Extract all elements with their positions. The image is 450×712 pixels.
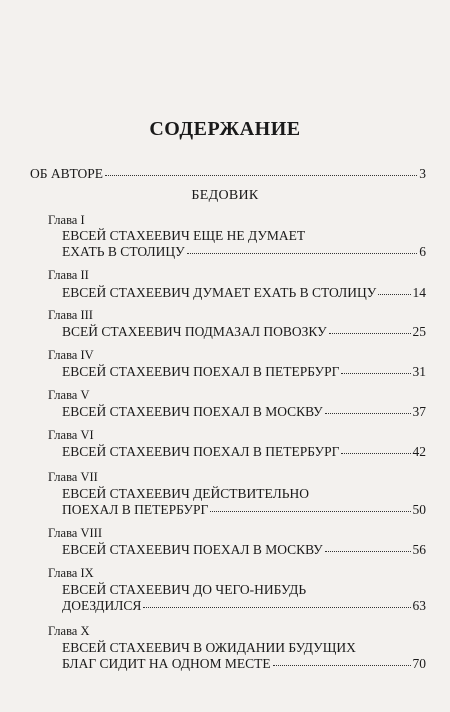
dot-leader (378, 294, 410, 295)
toc-page-number: 31 (412, 364, 426, 379)
chapter-number: Глава II (48, 268, 89, 282)
toc-entry[interactable] (62, 502, 426, 518)
toc-page-number: 70 (412, 656, 426, 671)
dot-leader (105, 175, 417, 176)
chapter-title-line[interactable]: ЕВСЕЙ СТАХЕЕВИЧ ДЕЙСТВИТЕЛЬНО (62, 486, 310, 501)
toc-page-number: 50 (412, 502, 426, 517)
dot-leader (341, 453, 410, 454)
dot-leader (329, 333, 411, 334)
chapter-title-line: ДОЕЗДИЛСЯ (62, 598, 142, 613)
chapter-title-line: ЕВСЕЙ СТАХЕЕВИЧ ПОЕХАЛ В МОСКВУ (62, 404, 323, 419)
toc-entry[interactable] (62, 364, 426, 380)
dot-leader (273, 665, 411, 666)
toc-entry[interactable] (62, 444, 426, 460)
dot-leader (187, 253, 418, 254)
toc-page-number: 56 (412, 542, 426, 557)
chapter-title-line: ВСЕЙ СТАХЕЕВИЧ ПОДМАЗАЛ ПОВОЗКУ (62, 324, 327, 339)
toc-page-number: 25 (412, 324, 426, 339)
toc-entry[interactable] (62, 542, 426, 558)
toc-page-number: 42 (412, 444, 426, 459)
chapter-number: Глава V (48, 388, 90, 402)
chapter-title-line: ПОЕХАЛ В ПЕТЕРБУРГ (62, 502, 209, 517)
chapter-title-line: ЕВСЕЙ СТАХЕЕВИЧ ПОЕХАЛ В ПЕТЕРБУРГ (62, 364, 340, 379)
chapter-number: Глава I (48, 213, 85, 227)
chapter-title-line: ЕВСЕЙ СТАХЕЕВИЧ ПОЕХАЛ В ПЕТЕРБУРГ (62, 444, 340, 459)
chapter-number: Глава X (48, 624, 90, 638)
toc-entry-label: ОБ АВТОРЕ (30, 166, 104, 181)
toc-page-number: 63 (412, 598, 426, 613)
chapter-title-line: ЕВСЕЙ СТАХЕЕВИЧ ПОЕХАЛ В МОСКВУ (62, 542, 323, 557)
chapter-number: Глава VI (48, 428, 94, 442)
toc-entry-about[interactable] (30, 166, 426, 182)
toc-entry[interactable] (62, 404, 426, 420)
chapter-title-line: ЕХАТЬ В СТОЛИЦУ (62, 244, 185, 259)
dot-leader (325, 551, 411, 552)
toc-page-number: 6 (419, 244, 426, 259)
dot-leader (143, 607, 410, 608)
chapter-number: Глава VIII (48, 526, 102, 540)
toc-page-number: 14 (412, 285, 426, 300)
toc-entry[interactable] (62, 285, 426, 301)
chapter-title-line[interactable]: ЕВСЕЙ СТАХЕЕВИЧ ЕЩЕ НЕ ДУМАЕТ (62, 228, 306, 243)
chapter-title-line[interactable]: ЕВСЕЙ СТАХЕЕВИЧ В ОЖИДАНИИ БУДУЩИХ (62, 640, 356, 655)
chapter-number: Глава IX (48, 566, 94, 580)
chapter-number: Глава IV (48, 348, 94, 362)
dot-leader (325, 413, 411, 414)
toc-entry[interactable] (62, 244, 426, 260)
chapter-number: Глава III (48, 308, 93, 322)
page-title: СОДЕРЖАНИЕ (149, 118, 301, 140)
chapter-number: Глава VII (48, 470, 98, 484)
dot-leader (341, 373, 410, 374)
section-heading: БЕДОВИК (191, 188, 259, 203)
dot-leader (210, 511, 410, 512)
toc-page-number: 3 (419, 166, 426, 181)
toc-entry[interactable] (62, 598, 426, 614)
chapter-title-line[interactable]: ЕВСЕЙ СТАХЕЕВИЧ ДО ЧЕГО-НИБУДЬ (62, 582, 307, 597)
chapter-title-line: БЛАГ СИДИТ НА ОДНОМ МЕСТЕ (62, 656, 271, 671)
toc-entry[interactable] (62, 324, 426, 340)
chapter-title-line: ЕВСЕЙ СТАХЕЕВИЧ ДУМАЕТ ЕХАТЬ В СТОЛИЦУ (62, 285, 377, 300)
toc-entry[interactable] (62, 656, 426, 672)
toc-page-number: 37 (412, 404, 426, 419)
